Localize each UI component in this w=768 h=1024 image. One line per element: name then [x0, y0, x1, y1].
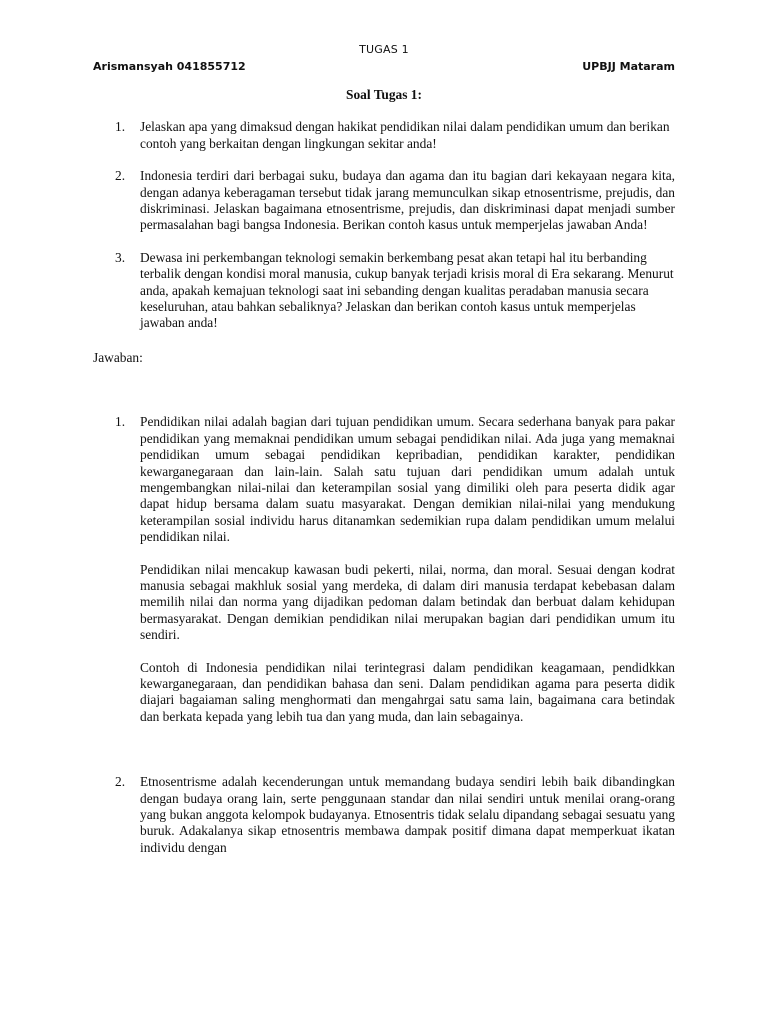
- question-number: 3.: [115, 249, 126, 265]
- answer-paragraph: Pendidikan nilai mencakup kawasan budi pekerti, nilai, norma, dan moral. Sesuai dengan kodrat manusia sebagai makhluk sosial yang merdeka, di dalam diri manusia terdapat kebebasan dalam memilih nilai dan norma yang dijadikan pedoman dalam betindak dan berbuat dalam kehidupan bermasyarakat. Dengan demikian pendidikan nilai merupakan bagian dari pendidikan umum itu sendiri.: [140, 561, 675, 643]
- answer-item: [93, 414, 675, 725]
- answer-paragraph: Contoh di Indonesia pendidikan nilai terintegrasi dalam pendidikan keagamaan, pendidkkan kewarganegaraan, dan pendidikan bahasa dan seni. Dalam pendidikan agama para peserta didik diajari bagaiaman saling menghormati dan mengahrgai satu sama lain, bagaimana cara betindak dan berkata kepada yang lebih tua dan yang muda, dan lain sebagainya.: [140, 659, 675, 724]
- question-text: Dewasa ini perkembangan teknologi semakin berkembang pesat akan tetapi hal itu berbanding terbalik dengan kondisi moral manusia, cukup banyak terjadi krisis moral di Era sekarang. Menurut anda, apakah kemajuan teknologi saat ini sebanding dengan kualitas peradaban manusia secara keseluruhan, atau bahkan sebaliknya? Jelaskan dan berikan contoh kasus untuk memperjelas jawaban anda!: [140, 249, 674, 331]
- question-list: [93, 119, 675, 331]
- student-name-id: Arismansyah 041855712: [93, 60, 246, 73]
- question-number: 1.: [115, 119, 126, 135]
- jawaban-heading: Jawaban:: [93, 349, 143, 365]
- question-text: Jelaskan apa yang dimaksud dengan hakikat pendidikan nilai dalam pendidikan umum dan berikan contoh yang berkaitan dengan lingkungan sekitar anda!: [140, 119, 670, 151]
- question-item: [93, 119, 675, 152]
- answer-number: 2.: [115, 774, 126, 790]
- upbjj-location: UPBJJ Mataram: [582, 60, 675, 73]
- soal-heading: Soal Tugas 1:: [346, 87, 422, 102]
- answer-item: [93, 774, 675, 856]
- question-text: Indonesia terdiri dari berbagai suku, budaya dan agama dan itu bagian dari kekayaan negara kita, dengan adanya keberagaman tersebut tidak jarang memunculkan sikap etnosentrisme, prejudis, dan diskriminasi. Jelaskan bagaimana etnosentrisme, prejudis, dan diskriminasi dapat menjadi sumber permasalahan bagi bangsa Indonesia. Berikan contoh kasus untuk memperjelas jawaban Anda!: [140, 168, 675, 233]
- answer-paragraph: Etnosentrisme adalah kecenderungan untuk memandang budaya sendiri lebih baik dibandingkan dengan budaya orang lain, serte penggunaan standar dan nilai sendiri untuk menilai orang-orang yang bukan anggota kelompok budayanya. Etnosentris tidak selalu dipandang sebagai sesuatu yang buruk. Adakalanya sikap etnosentris membawa dampak positif dimana dapat memperkuat ikatan individu dengan: [140, 774, 675, 855]
- document-title: TUGAS 1: [359, 43, 409, 56]
- question-item: [93, 250, 675, 332]
- question-number: 2.: [115, 168, 126, 184]
- question-item: [93, 168, 675, 234]
- answer-number: 1.: [115, 414, 126, 430]
- answer-paragraph: Pendidikan nilai adalah bagian dari tujuan pendidikan umum. Secara sederhana banyak para pakar pendidikan yang memaknai pendidikan umum sebagai pendidikan nilai. Ada juga yang memaknai pendidikan umum sebagai pendidikan kepribadian, pendidikan karakter, pendidikan kewarganegaraan dan lain-lain. Salah satu tujuan dari pendidikan umum adalah untuk mengembangkan nilai-nilai dan keterampilan sosial yang dimiliki oleh para peserta didik agar dapat hidup bersama dalam suatu masyarakat. Dengan demikian nilai-nilai yang mendukung keterampilan sosial individu harus ditanamkan sedemikian rupa dalam pendidikan umum melalui pendidikan nilai.: [140, 414, 675, 545]
- document-body: [93, 87, 675, 856]
- answer-list: [93, 414, 675, 856]
